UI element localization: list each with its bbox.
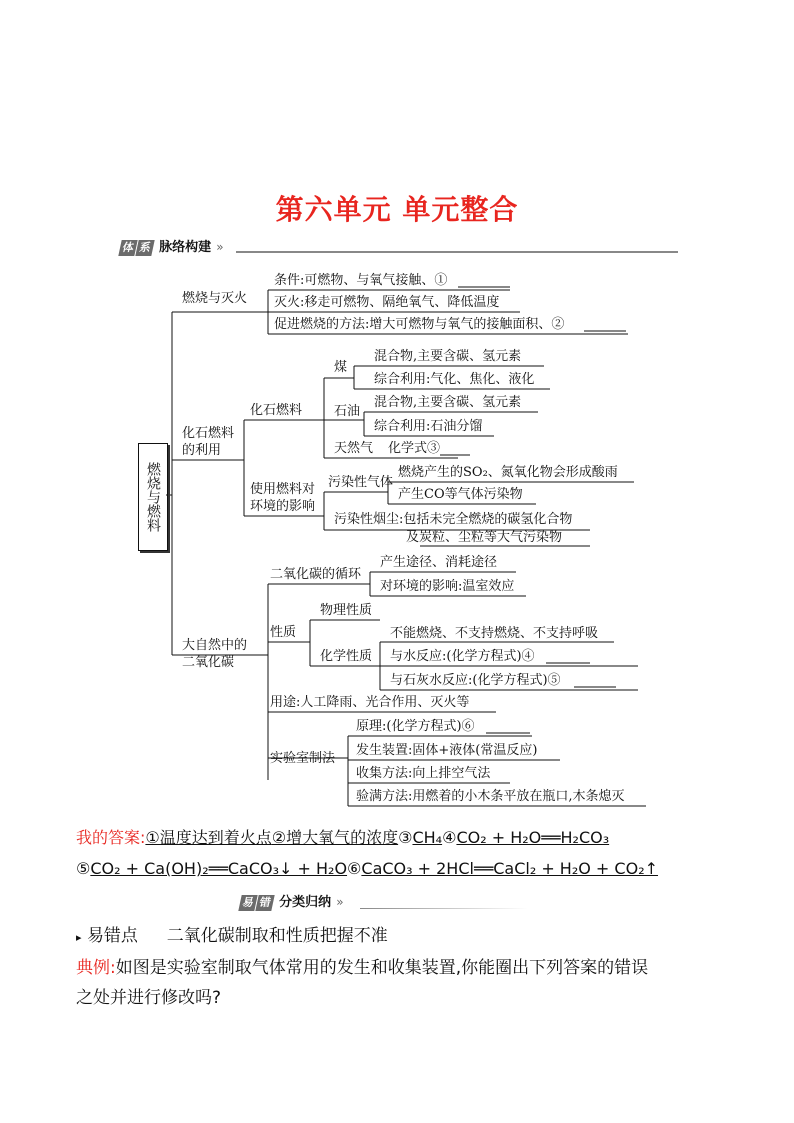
answer-4: CO₂ + H₂O══H₂CO₃: [456, 828, 610, 847]
gas-pollution-item: 燃烧产生的SO₂、氮氧化物会形成酸雨: [398, 465, 618, 480]
example-line2: 之处并进行修改吗?: [76, 988, 222, 1008]
answer-6-num: ⑥: [347, 859, 362, 878]
answers-line1: [76, 827, 609, 849]
answer-5: CO₂ + Ca(OH)₂══CaCO₃↓ + H₂O: [90, 859, 348, 878]
co2-cycle-item: 产生途径、消耗途径: [380, 555, 498, 570]
oil-label: 石油: [334, 404, 361, 419]
lab-prep-label: 实验室制法: [270, 751, 336, 766]
env-label-line1: 使用燃料对: [250, 482, 316, 497]
branch-fossil-line2: 的利用: [182, 443, 222, 458]
section-badge-char: 体: [118, 240, 137, 256]
answers-label: 我的答案:: [76, 828, 146, 847]
answer-5-num: ⑤: [76, 859, 91, 878]
example-text: 如图是实验室制取气体常用的发生和收集装置,你能圈出下列答案的错误: [115, 958, 649, 978]
combustion-condition: 条件:可燃物、与氧气接触、①: [274, 273, 448, 288]
oil-item: 综合利用:石油分馏: [374, 419, 483, 434]
answer-1: ①温度达到着火点: [145, 828, 272, 847]
answer-3-num: ③: [398, 828, 413, 847]
answers-line2: [76, 858, 658, 880]
lab-prep-item: 收集方法:向上排空气法: [356, 766, 491, 781]
coal-item: 综合利用:气化、焦化、液化: [374, 372, 535, 387]
error-point: [76, 922, 388, 952]
fossil-fuels-label: 化石燃料: [250, 403, 303, 418]
coal-item: 混合物,主要含碳、氢元素: [374, 349, 522, 364]
error-point-label: 易错点: [86, 926, 138, 946]
gas-label: 天然气: [334, 441, 374, 456]
co2-cycle-item: 对环境的影响:温室效应: [380, 579, 515, 594]
env-label-line2: 环境的影响: [250, 499, 316, 514]
answer-2: ②增大氧气的浓度: [271, 828, 399, 847]
section-label: 脉络构建: [159, 240, 212, 255]
chevron-right-icon: »: [336, 895, 344, 909]
gas-pollution-label: 污染性气体: [328, 475, 394, 490]
answer-3: CH₄: [412, 828, 443, 847]
chemical-property-item: 不能燃烧、不支持燃烧、不支持呼吸: [390, 626, 599, 641]
coal-label: 煤: [334, 360, 348, 375]
gas-item: 化学式③: [388, 441, 441, 456]
lab-prep-item: 验满方法:用燃着的小木条平放在瓶口,木条熄灭: [356, 789, 625, 804]
example-label: 典例:: [76, 958, 116, 978]
error-point-text: 二氧化碳制取和性质把握不准: [166, 926, 388, 946]
chemical-property-item: 与水反应:(化学方程式)④: [390, 649, 535, 664]
chemical-properties-label: 化学性质: [320, 649, 373, 664]
answer-6: CaCO₃ + 2HCl══CaCl₂ + H₂O + CO₂↑: [361, 859, 659, 878]
oil-item: 混合物,主要含碳、氢元素: [374, 395, 522, 410]
branch-co2-line1: 大自然中的: [182, 638, 248, 653]
branch-co2-line2: 二氧化碳: [182, 655, 235, 670]
branch-fossil-line1: 化石燃料: [182, 426, 235, 441]
lab-prep-item: 原理:(化学方程式)⑥: [356, 719, 475, 734]
smoke-pollution-line1: 污染性烟尘:包括未完全燃烧的碳氢化合物: [334, 512, 573, 527]
gas-pollution-item: 产生CO等气体污染物: [398, 487, 523, 502]
co2-cycle-label: 二氧化碳的循环: [270, 567, 362, 582]
section-header-errors: [240, 891, 344, 911]
chemical-property-item: 与石灰水反应:(化学方程式)⑤: [390, 673, 561, 688]
co2-properties-label: 性质: [270, 625, 297, 640]
section-badge-char: 系: [135, 240, 154, 256]
page-title: 第六单元 单元整合: [275, 193, 519, 226]
flag-icon: ▸: [76, 931, 82, 944]
combustion-promote: 促进燃烧的方法:增大可燃物与氧气的接触面积、②: [274, 317, 565, 332]
physical-properties: 物理性质: [320, 603, 373, 618]
co2-uses: 用途:人工降雨、光合作用、灭火等: [270, 695, 470, 710]
smoke-pollution-line2: 及炭粒、尘粒等大气污染物: [406, 530, 563, 545]
section-badge-char: 错: [255, 895, 274, 911]
lab-prep-item: 发生装置:固体+液体(常温反应): [356, 743, 538, 758]
section-label: 分类归纳: [279, 895, 332, 910]
section-divider: [360, 908, 528, 909]
section-badge-char: 易: [238, 895, 257, 911]
root-node: 燃烧与燃料: [138, 443, 168, 551]
answer-4-num: ④: [442, 828, 457, 847]
branch-combustion: 燃烧与灭火: [182, 291, 248, 306]
example-line1: [76, 954, 648, 982]
combustion-extinguish: 灭火:移走可燃物、隔绝氧气、降低温度: [274, 295, 500, 310]
chevron-right-icon: »: [216, 240, 224, 254]
